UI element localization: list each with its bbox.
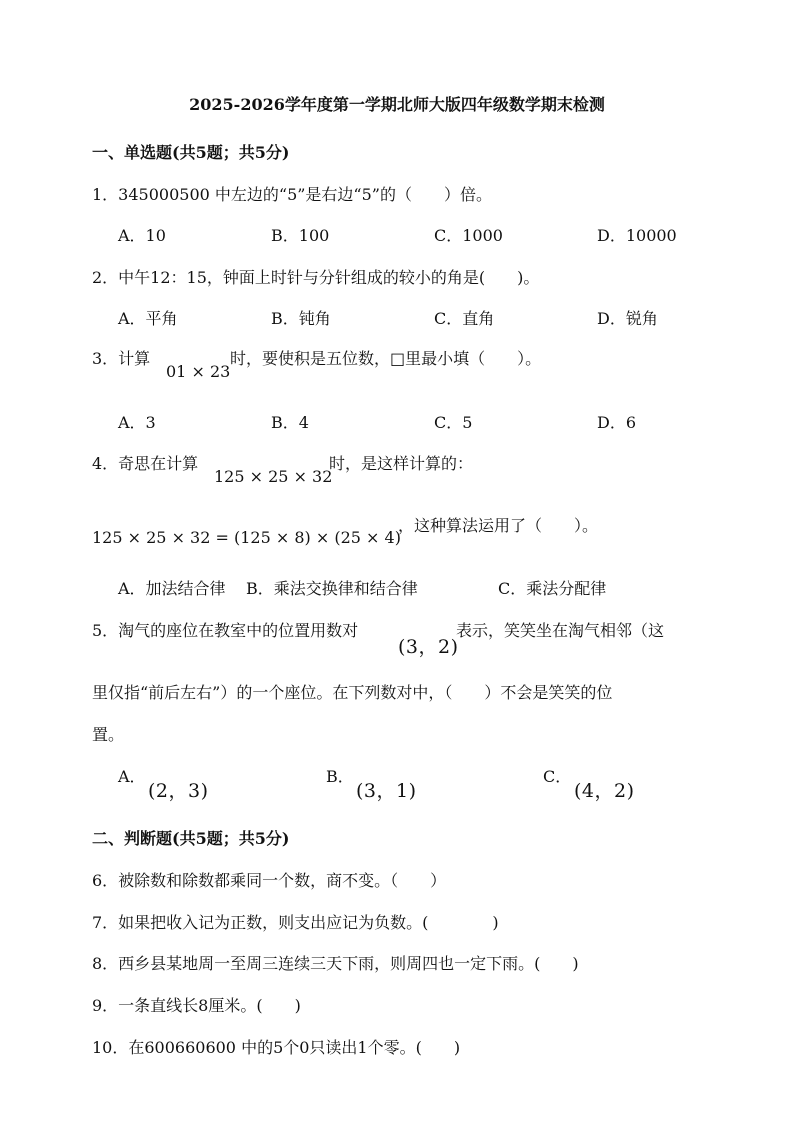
question-10: 10．在600660600 中的5个0只读出1个零。( ) <box>92 1038 461 1057</box>
question-9: 9．一条直线长8厘米。( ) <box>92 996 301 1015</box>
page-title: 2025-2026学年度第一学期北师大版四年级数学期末检测 <box>189 95 605 114</box>
section-heading-true-false: 二、判断题(共5题；共5分) <box>92 829 290 848</box>
q1-option-c: C．1000 <box>434 226 503 245</box>
q2-option-c: C．直角 <box>434 309 495 328</box>
q4-option-c: C．乘法分配律 <box>498 579 607 598</box>
question-2: 2．中午12：15，钟面上时针与分针组成的较小的角是( )。 <box>92 268 540 287</box>
q1-option-d: D．10000 <box>597 226 677 245</box>
question-3-suffix: 时，要使积是五位数，□里最小填（ ）。 <box>230 349 542 368</box>
question-7: 7．如果把收入记为正数，则支出应记为负数。( ) <box>92 913 499 932</box>
question-6: 6．被除数和除数都乘同一个数，商不变。（ ） <box>92 871 447 890</box>
q5-option-c-label: C． <box>543 767 572 786</box>
q1-option-b: B．100 <box>271 226 330 245</box>
q5-option-a-pair: (2，3) <box>148 780 209 802</box>
section-heading-single-choice: 一、单选题(共5题；共5分) <box>92 143 290 162</box>
q3-option-a: A．3 <box>118 413 156 432</box>
question-4-equation: 125 × 25 × 32 = (125 × 8) × (25 × 4) <box>92 528 401 547</box>
question-3-math: 01 × 23 <box>166 362 231 381</box>
q2-option-b: B．钝角 <box>271 309 331 328</box>
q5-option-b-label: B． <box>326 767 354 786</box>
q3-option-c: C．5 <box>434 413 473 432</box>
q4-option-a: A．加法结合律 <box>118 579 226 598</box>
question-4-prefix: 4．奇思在计算 <box>92 454 199 473</box>
q1-option-a: A．10 <box>118 226 166 245</box>
question-4-math: 125 × 25 × 32 <box>214 467 333 486</box>
question-8: 8．西乡县某地周一至周三连续三天下雨，则周四也一定下雨。( ) <box>92 954 579 973</box>
question-5-line3: 置。 <box>92 725 125 744</box>
question-3-prefix: 3．计算 <box>92 349 151 368</box>
q3-option-d: D．6 <box>597 413 637 432</box>
question-5-pair: (3，2) <box>398 636 459 658</box>
q4-option-b: B．乘法交换律和结合律 <box>246 579 418 598</box>
q5-option-a-label: A． <box>118 767 146 786</box>
q5-option-c-pair: (4，2) <box>574 780 635 802</box>
question-4-line2-suffix: ，这种算法运用了（ ）。 <box>398 516 599 535</box>
q2-option-a: A．平角 <box>118 309 178 328</box>
q3-option-b: B．4 <box>271 413 309 432</box>
q2-option-d: D．锐角 <box>597 309 658 328</box>
question-5-line2: 里仅指“前后左右”）的一个座位。在下列数对中，（ ）不会是笑笑的位 <box>92 683 613 702</box>
question-5-prefix: 5．淘气的座位在教室中的位置用数对 <box>92 621 359 640</box>
question-4-suffix: 时，是这样计算的： <box>329 454 474 473</box>
q5-option-b-pair: (3，1) <box>356 780 417 802</box>
question-1: 1．345000500 中左边的“5”是右边“5”的（ ）倍。 <box>92 185 492 204</box>
question-5-suffix: 表示，笑笑坐在淘气相邻（这 <box>456 621 665 640</box>
